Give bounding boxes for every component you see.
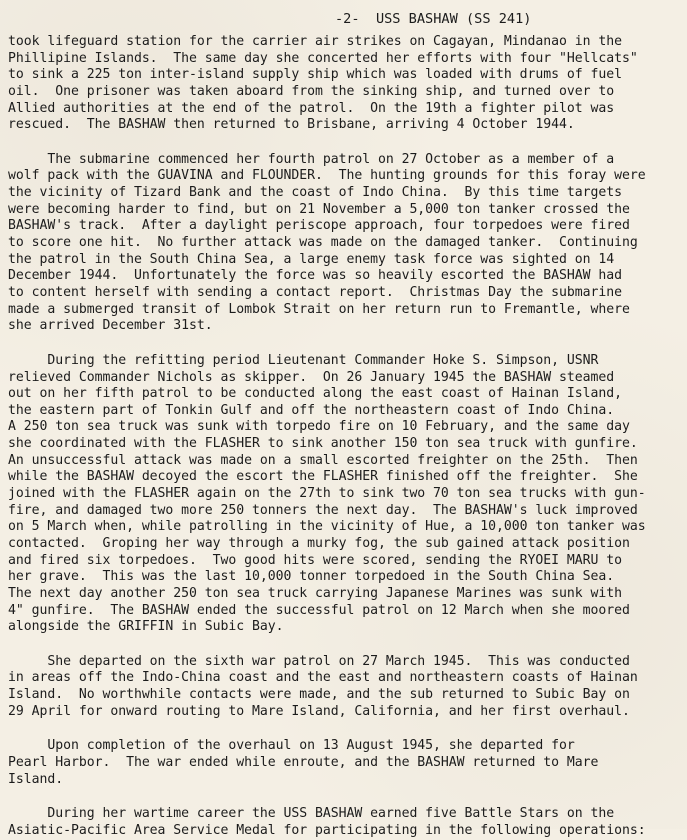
text-line: in areas off the Indo-China coast and the east and northeastern coasts of Hainan xyxy=(8,670,638,686)
text-line: the patrol in the South China Sea, a large enemy task force was sighted on 14 xyxy=(8,251,615,267)
text-line: Phillipine Islands. The same day she concerted her efforts with four "Hellcats" xyxy=(8,50,638,66)
paragraph-1 xyxy=(8,34,683,134)
page-header xyxy=(8,10,683,28)
text-line: 4" gunfire. The BASHAW ended the successful patrol on 12 March when she moored xyxy=(8,602,630,618)
text-line: December 1944. Unfortunately the force was so heavily escorted the BASHAW had xyxy=(8,268,622,284)
text-line: her grave. This was the last 10,000 tonner torpedoed in the South China Sea. xyxy=(8,569,615,585)
text-line: and fired six torpedoes. Two good hits were scored, sending the RYOEI MARU to xyxy=(8,552,622,568)
text-line: contacted. Groping her way through a murky fog, the sub gained attack position xyxy=(8,535,630,551)
paragraph-gap xyxy=(8,636,683,654)
text-line: She departed on the sixth war patrol on 27 March 1945. This was conducted xyxy=(8,653,630,669)
text-line: Island. No worthwhile contacts were made, and the sub returned to Subic Bay on xyxy=(8,687,630,703)
text-line: out on her fifth patrol to be conducted along the east coast of Hainan Island, xyxy=(8,386,622,402)
text-line: Island. xyxy=(8,771,64,787)
ship-title: USS BASHAW (SS 241) xyxy=(375,11,532,27)
text-line: The next day another 250 ton sea truck carrying Japanese Marines was sunk with xyxy=(8,585,622,601)
text-line: she coordinated with the FLASHER to sink another 150 ton sea truck with gunfire. xyxy=(8,436,638,452)
paragraph-4 xyxy=(8,654,683,721)
page-number: -2- xyxy=(335,11,360,27)
text-line: to content herself with sending a contact report. Christmas Day the submarine xyxy=(8,284,622,300)
text-line: made a submerged transit of Lombok Strait on her return run to Fremantle, where xyxy=(8,301,630,317)
paragraph-gap xyxy=(8,788,683,806)
paragraph-2 xyxy=(8,152,683,335)
text-line: the vicinity of Tizard Bank and the coast of Indo China. By this time targets xyxy=(8,185,622,201)
text-line: The submarine commenced her fourth patrol on 27 October as a member of a xyxy=(8,151,615,167)
text-line: 29 April for onward routing to Mare Island, California, and her first overhaul. xyxy=(8,703,630,719)
text-line: she arrived December 31st. xyxy=(8,318,213,334)
text-line: alongside the GRIFFIN in Subic Bay. xyxy=(8,619,284,635)
text-line: Allied authorities at the end of the patrol. On the 19th a fighter pilot was xyxy=(8,100,615,116)
text-line: while the BASHAW decoyed the escort the FLASHER finished off the freighter. She xyxy=(8,469,638,485)
text-line: Pearl Harbor. The war ended while enroute, and the BASHAW returned to Mare xyxy=(8,754,599,770)
text-line: A 250 ton sea truck was sunk with torpedo fire on 10 February, and the same day xyxy=(8,419,630,435)
paragraph-gap xyxy=(8,134,683,152)
paragraph-6 xyxy=(8,806,683,839)
paragraph-5 xyxy=(8,738,683,788)
text-line: joined with the FLASHER again on the 27th to sink two 70 ton sea trucks with gun- xyxy=(8,486,646,502)
text-line: relieved Commander Nichols as skipper. On 26 January 1945 the BASHAW steamed xyxy=(8,369,615,385)
text-line: took lifeguard station for the carrier air strikes on Cagayan, Mindanao in the xyxy=(8,34,622,49)
text-line: Asiatic-Pacific Area Service Medal for participating in the following operations: xyxy=(8,822,646,838)
paragraph-gap xyxy=(8,720,683,738)
text-line: to sink a 225 ton inter-island supply ship which was loaded with drums of fuel xyxy=(8,67,622,83)
text-line: the eastern part of Tonkin Gulf and off the northeastern coast of Indo China. xyxy=(8,402,615,418)
paragraph-3 xyxy=(8,353,683,636)
text-line: fire, and damaged two more 250 tonners the next day. The BASHAW's luck improved xyxy=(8,502,638,518)
text-line: on 5 March when, while patrolling in the vicinity of Hue, a 10,000 ton tanker was xyxy=(8,519,646,535)
text-line: During her wartime career the USS BASHAW earned five Battle Stars on the xyxy=(8,806,615,822)
text-line: wolf pack with the GUAVINA and FLOUNDER. The hunting grounds for this foray were xyxy=(8,168,646,184)
text-line: rescued. The BASHAW then returned to Brisbane, arriving 4 October 1944. xyxy=(8,117,575,133)
text-line: to score one hit. No further attack was made on the damaged tanker. Continuing xyxy=(8,235,638,251)
text-line: oil. One prisoner was taken aboard from the sinking ship, and turned over to xyxy=(8,83,615,99)
text-line: BASHAW's track. After a daylight periscope approach, four torpedoes were fired xyxy=(8,218,630,234)
page-header-text xyxy=(335,10,531,28)
text-line: During the refitting period Lieutenant Commander Hoke S. Simpson, USNR xyxy=(8,352,599,368)
text-line: An unsuccessful attack was made on a small escorted freighter on the 25th. Then xyxy=(8,452,638,468)
text-line: Upon completion of the overhaul on 13 August 1945, she departed for xyxy=(8,738,575,754)
text-line: were becoming harder to find, but on 21 November a 5,000 ton tanker crossed the xyxy=(8,201,630,217)
paragraph-gap xyxy=(8,335,683,353)
